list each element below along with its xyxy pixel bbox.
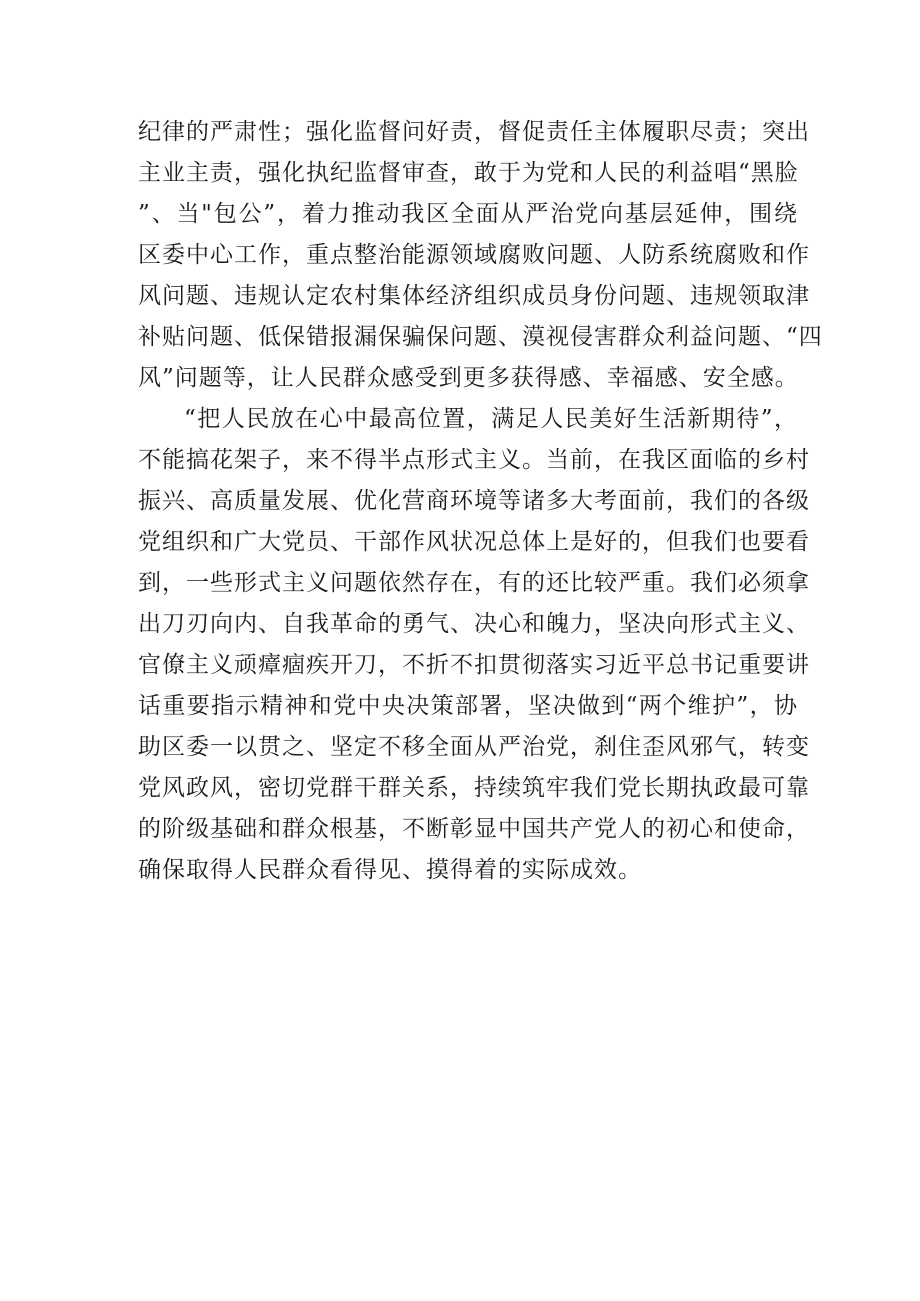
text-line: 补贴问题、低保错报漏保骗保问题、漠视侵害群众利益问题、“四 xyxy=(138,324,823,350)
paragraph-1 xyxy=(138,112,823,399)
text-line: 话重要指示精神和党中央决策部署，坚决做到“两个维护”，协 xyxy=(138,693,798,719)
text-line: 党风政风，密切党群干群关系，持续筑牢我们党长期执政最可靠 xyxy=(138,775,810,801)
text-line: 确保取得人民群众看得见、摸得着的实际成效。 xyxy=(138,857,642,883)
text-line: 官僚主义顽瘴痼疾开刀，不折不扣贯彻落实习近平总书记重要讲 xyxy=(138,652,810,678)
text-line: 到，一些形式主义问题依然存在，有的还比较严重。我们必须拿 xyxy=(138,570,810,596)
text-line: 区委中心工作，重点整治能源领域腐败问题、人防系统腐败和作 xyxy=(138,242,810,268)
text-line: 党组织和广大党员、干部作风状况总体上是好的，但我们也要看 xyxy=(138,529,810,555)
text-line: 的阶级基础和群众根基，不断彰显中国共产党人的初心和使命， xyxy=(138,816,810,842)
text-line: 振兴、高质量发展、优化营商环境等诸多大考面前，我们的各级 xyxy=(138,488,810,514)
text-line: “把人民放在心中最高位置，满足人民美好生活新期待”， xyxy=(184,406,798,432)
text-line: 主业主责，强化执纪监督审查，敢于为党和人民的利益唱“黑脸 xyxy=(138,160,799,186)
text-line: 助区委一以贯之、坚定不移全面从严治党，刹住歪风邪气，转变 xyxy=(138,734,810,760)
text-line: 纪律的严肃性；强化监督问好责，督促责任主体履职尽责；突出 xyxy=(138,119,810,145)
text-line: 出刀刃向内、自我革命的勇气、决心和魄力，坚决向形式主义、 xyxy=(138,611,810,637)
text-line: 不能搞花架子，来不得半点形式主义。当前，在我区面临的乡村 xyxy=(138,447,810,473)
text-line: 风问题、违规认定农村集体经济组织成员身份问题、违规领取津 xyxy=(138,283,810,309)
paragraph-2 xyxy=(138,399,810,891)
text-line: ”、当"包公”，着力推动我区全面从严治党向基层延伸，围绕 xyxy=(138,201,798,227)
body-text xyxy=(138,112,823,891)
text-line: 风”问题等，让人民群众感受到更多获得感、幸福感、安全感。 xyxy=(138,365,799,391)
